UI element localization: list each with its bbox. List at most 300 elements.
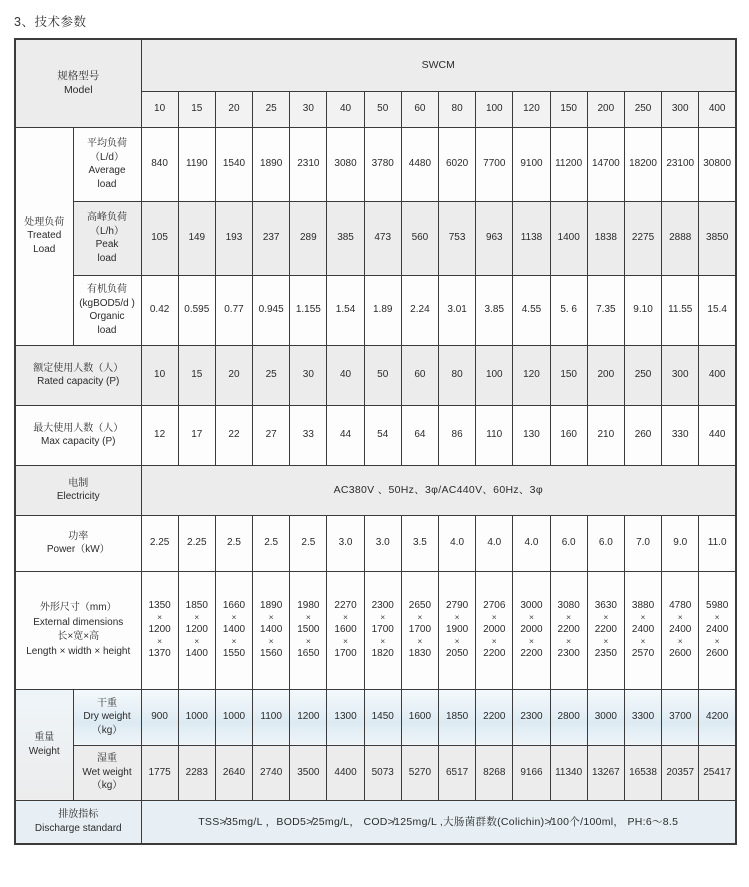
- group-label-line: Treated: [27, 230, 62, 242]
- row-label-line: load: [97, 178, 117, 190]
- value-cell: 12: [141, 405, 178, 465]
- value-cell: 2.24: [401, 275, 438, 345]
- value-cell: 193: [215, 201, 252, 275]
- row-label-cell-dimensions: [15, 571, 141, 689]
- times-symbol: ×: [194, 636, 200, 647]
- times-symbol: ×: [714, 636, 720, 647]
- dimension-value: 2300: [557, 647, 580, 659]
- value-cell: 4.0: [476, 515, 513, 571]
- row-label-cell-max-capacity: [15, 405, 141, 465]
- value-cell: 237: [253, 201, 290, 275]
- dimension-value: 1600: [334, 623, 357, 635]
- value-cell: 18200: [624, 127, 661, 201]
- value-cell: 2283: [178, 745, 215, 800]
- times-symbol: ×: [603, 636, 609, 647]
- value-cell: 1.89: [364, 275, 401, 345]
- model-number-cell: 150: [550, 91, 587, 127]
- table-row-peak-load: [15, 201, 736, 275]
- row-label-line: （kg）: [91, 780, 123, 792]
- dimension-value: 1560: [260, 647, 283, 659]
- value-cell: 130: [513, 405, 550, 465]
- dimension-value: 2000: [483, 623, 506, 635]
- dimension-value: 4780: [669, 599, 692, 611]
- row-label-line: Average: [88, 165, 126, 176]
- value-cell: 1190: [178, 127, 215, 201]
- dimension-value: 1550: [222, 647, 246, 659]
- value-cell: 27: [253, 405, 290, 465]
- model-number-cell: 200: [587, 91, 624, 127]
- value-cell: 1540: [215, 127, 252, 201]
- table-row-discharge: [15, 800, 736, 844]
- times-symbol: ×: [491, 636, 497, 647]
- value-cell: 25417: [699, 745, 736, 800]
- value-cell: 3780: [364, 127, 401, 201]
- dimension-cell: [624, 571, 661, 689]
- value-cell: 1.155: [290, 275, 327, 345]
- value-cell: 3.0: [327, 515, 364, 571]
- table-row-electricity: [15, 465, 736, 515]
- group-label-cell-average-load: [15, 127, 73, 345]
- value-cell: 20: [215, 345, 252, 405]
- dimension-value: 2200: [557, 623, 580, 635]
- row-label-line: Max capacity (P): [41, 436, 116, 447]
- dimension-value: 1700: [334, 647, 357, 659]
- table-row-organic-load: [15, 275, 736, 345]
- row-label-line: （L/d）: [90, 151, 124, 163]
- table-row-rated-capacity: [15, 345, 736, 405]
- value-cell: 40: [327, 345, 364, 405]
- dimension-cell: [327, 571, 364, 689]
- row-label-line: (kgBOD5/d ): [79, 297, 135, 309]
- value-cell: 2310: [290, 127, 327, 201]
- model-number-cell: 50: [364, 91, 401, 127]
- value-cell: 14700: [587, 127, 624, 201]
- dimension-cell: [513, 571, 550, 689]
- row-label-cell-organic-load: [73, 275, 141, 345]
- value-cell: 7.35: [587, 275, 624, 345]
- dimension-value: 2650: [408, 599, 432, 611]
- row-label-cell-average-load: [73, 127, 141, 201]
- dimension-value: 2600: [669, 647, 692, 659]
- dimension-value: 3630: [594, 599, 617, 611]
- value-cell: 11.55: [662, 275, 699, 345]
- group-label-cell-dry-weight: [15, 689, 73, 800]
- value-cell: 9.10: [624, 275, 661, 345]
- value-cell: 1850: [439, 689, 476, 745]
- times-symbol: ×: [268, 636, 274, 647]
- value-cell: 15.4: [699, 275, 736, 345]
- value-cell: 60: [401, 345, 438, 405]
- group-label-line: Weight: [28, 745, 60, 757]
- value-cell: 963: [476, 201, 513, 275]
- dimension-value: 2270: [334, 599, 357, 611]
- dimension-value: 1700: [371, 623, 394, 635]
- dimension-value: 1820: [371, 647, 394, 659]
- row-label-line: Discharge standard: [34, 822, 122, 834]
- value-cell: 9.0: [662, 515, 699, 571]
- value-cell: 840: [141, 127, 178, 201]
- value-cell: 6.0: [550, 515, 587, 571]
- value-cell: 3080: [327, 127, 364, 201]
- model-number-cell: 40: [327, 91, 364, 127]
- row-label-line: Organic: [89, 311, 125, 322]
- times-symbol: ×: [305, 612, 311, 623]
- row-label-cell-wet-weight: [73, 745, 141, 800]
- value-cell: 1000: [178, 689, 215, 745]
- value-cell: 1.54: [327, 275, 364, 345]
- value-cell: 110: [476, 405, 513, 465]
- dimension-value: 1700: [408, 623, 432, 635]
- dimension-cell: [699, 571, 736, 689]
- value-cell: 4.0: [439, 515, 476, 571]
- dimension-value: 2706: [483, 599, 506, 611]
- group-label-line: Load: [33, 243, 56, 255]
- value-cell: 7.0: [624, 515, 661, 571]
- model-number-cell: 20: [215, 91, 252, 127]
- value-cell: 8268: [476, 745, 513, 800]
- times-symbol: ×: [343, 612, 349, 623]
- row-label-line: 长×宽×高: [57, 631, 100, 642]
- value-cell: 400: [699, 345, 736, 405]
- dimension-cell: [215, 571, 252, 689]
- times-symbol: ×: [157, 636, 163, 647]
- times-symbol: ×: [640, 636, 646, 647]
- row-label-line: 功率: [68, 530, 89, 542]
- times-symbol: ×: [417, 612, 423, 623]
- value-cell: 2640: [215, 745, 252, 800]
- dimension-value: 2400: [669, 623, 692, 635]
- row-label-cell-dry-weight: [73, 689, 141, 745]
- value-cell: 4.0: [513, 515, 550, 571]
- value-cell: 23100: [662, 127, 699, 201]
- times-symbol: ×: [640, 612, 646, 623]
- dimension-value: 1660: [222, 599, 246, 611]
- times-symbol: ×: [566, 612, 572, 623]
- value-cell: 4480: [401, 127, 438, 201]
- dimension-value: 2300: [371, 599, 394, 611]
- value-cell: 3000: [587, 689, 624, 745]
- value-cell: 289: [290, 201, 327, 275]
- dimension-value: 1400: [260, 623, 283, 635]
- row-label-line: （kg）: [91, 724, 123, 736]
- brand-cell: SWCM: [141, 39, 736, 91]
- dimension-cell: [253, 571, 290, 689]
- value-cell: 3.01: [439, 275, 476, 345]
- value-cell: 50: [364, 345, 401, 405]
- value-cell: 5270: [401, 745, 438, 800]
- table-row-power: [15, 515, 736, 571]
- dimension-value: 5980: [706, 599, 729, 611]
- dimension-value: 2050: [445, 647, 469, 659]
- dimension-cell: [364, 571, 401, 689]
- value-cell: 100: [476, 345, 513, 405]
- times-symbol: ×: [157, 612, 163, 623]
- row-label-line: 湿重: [97, 753, 117, 765]
- value-cell: 86: [439, 405, 476, 465]
- value-cell: 200: [587, 345, 624, 405]
- value-cell: 753: [439, 201, 476, 275]
- value-cell: 440: [699, 405, 736, 465]
- times-symbol: ×: [454, 612, 460, 623]
- row-label-cell-power: [15, 515, 141, 571]
- row-label-line: External dimensions: [33, 616, 124, 628]
- value-cell: 1000: [215, 689, 252, 745]
- value-cell: 330: [662, 405, 699, 465]
- value-cell: 260: [624, 405, 661, 465]
- dimension-value: 3880: [631, 599, 655, 611]
- dimension-value: 1980: [297, 599, 320, 611]
- dimension-value: 1400: [222, 623, 246, 635]
- dimension-value: 1850: [185, 599, 208, 611]
- value-cell: 4400: [327, 745, 364, 800]
- dimension-value: 1350: [148, 599, 171, 611]
- dimension-cell: [662, 571, 699, 689]
- row-label-line: Power（kW）: [46, 544, 110, 555]
- dimension-value: 1900: [445, 623, 469, 635]
- value-cell: 5073: [364, 745, 401, 800]
- value-cell: 3.5: [401, 515, 438, 571]
- table-header: [15, 39, 736, 127]
- value-cell: 13267: [587, 745, 624, 800]
- value-cell: 1300: [327, 689, 364, 745]
- dimension-cell: [178, 571, 215, 689]
- value-cell: 160: [550, 405, 587, 465]
- row-value-span-discharge: TSS≯35mg/L ，BOD5≯25mg/L， COD≯125mg/L ,大肠菌群数(Colichin)≯100个/100ml， PH:6～8.5: [141, 800, 736, 844]
- value-cell: 2.25: [141, 515, 178, 571]
- value-cell: 2300: [513, 689, 550, 745]
- dimension-cell: [587, 571, 624, 689]
- value-cell: 1400: [550, 201, 587, 275]
- value-cell: 149: [178, 201, 215, 275]
- row-value-span-electricity: AC380V 、50Hz、3φ/AC440V、60Hz、3φ: [141, 465, 736, 515]
- value-cell: 25: [253, 345, 290, 405]
- value-cell: 3850: [699, 201, 736, 275]
- times-symbol: ×: [677, 636, 683, 647]
- times-symbol: ×: [268, 612, 274, 623]
- value-cell: 2.5: [215, 515, 252, 571]
- value-cell: 150: [550, 345, 587, 405]
- value-cell: 0.945: [253, 275, 290, 345]
- dimension-value: 1500: [297, 623, 320, 635]
- row-label-line: （L/h）: [90, 225, 124, 237]
- value-cell: 2200: [476, 689, 513, 745]
- dimension-value: 2400: [631, 623, 655, 635]
- dimension-cell: [550, 571, 587, 689]
- model-number-cell: 300: [662, 91, 699, 127]
- value-cell: 15: [178, 345, 215, 405]
- value-cell: 30800: [699, 127, 736, 201]
- model-number-cell: 30: [290, 91, 327, 127]
- dimension-value: 3000: [520, 599, 543, 611]
- value-cell: 1600: [401, 689, 438, 745]
- row-label-line: Wet weight: [82, 766, 132, 778]
- row-label-line: load: [97, 252, 117, 264]
- times-symbol: ×: [380, 612, 386, 623]
- dimension-value: 2350: [594, 647, 617, 659]
- dimension-value: 2200: [594, 623, 617, 635]
- value-cell: 2.5: [290, 515, 327, 571]
- dimension-cell: [290, 571, 327, 689]
- table-row-dimensions: [15, 571, 736, 689]
- table-row-max-capacity: [15, 405, 736, 465]
- value-cell: 1838: [587, 201, 624, 275]
- times-symbol: ×: [231, 612, 237, 623]
- value-cell: 7700: [476, 127, 513, 201]
- dimension-value: 2000: [520, 623, 543, 635]
- value-cell: 2.5: [253, 515, 290, 571]
- row-label-line: Rated capacity (P): [37, 376, 120, 387]
- row-label-line: load: [97, 324, 117, 336]
- dimension-value: 2600: [706, 647, 729, 659]
- value-cell: 3.0: [364, 515, 401, 571]
- model-number-cell: 400: [699, 91, 736, 127]
- row-label-line: 干重: [97, 697, 117, 709]
- value-cell: 2.25: [178, 515, 215, 571]
- row-label-line: 高峰负荷: [87, 212, 127, 223]
- dimension-value: 2200: [520, 647, 543, 659]
- table-row-average-load: [15, 127, 736, 201]
- value-cell: 120: [513, 345, 550, 405]
- value-cell: 1200: [290, 689, 327, 745]
- row-label-line: 外形尺寸（mm）: [39, 602, 117, 613]
- row-label-line: 排放指标: [58, 809, 99, 821]
- value-cell: 11200: [550, 127, 587, 201]
- times-symbol: ×: [528, 612, 534, 623]
- value-cell: 80: [439, 345, 476, 405]
- model-number-cell: 25: [253, 91, 290, 127]
- value-cell: 54: [364, 405, 401, 465]
- value-cell: 4200: [699, 689, 736, 745]
- group-label-line: 处理负荷: [24, 216, 65, 228]
- value-cell: 1100: [253, 689, 290, 745]
- row-label-line: Peak: [95, 239, 119, 250]
- value-cell: 3500: [290, 745, 327, 800]
- value-cell: 4.55: [513, 275, 550, 345]
- table-row-wet-weight: [15, 745, 736, 800]
- value-cell: 64: [401, 405, 438, 465]
- dimension-value: 1200: [148, 623, 171, 635]
- value-cell: 2888: [662, 201, 699, 275]
- times-symbol: ×: [491, 612, 497, 623]
- row-label-line: Dry weight: [83, 711, 131, 723]
- dimension-cell: [401, 571, 438, 689]
- value-cell: 0.42: [141, 275, 178, 345]
- times-symbol: ×: [380, 636, 386, 647]
- group-label-line: 重量: [34, 732, 55, 743]
- times-symbol: ×: [343, 636, 349, 647]
- table-row-dry-weight: [15, 689, 736, 745]
- times-symbol: ×: [714, 612, 720, 623]
- dimension-value: 3080: [557, 599, 580, 611]
- times-symbol: ×: [231, 636, 237, 647]
- value-cell: 2275: [624, 201, 661, 275]
- times-symbol: ×: [677, 612, 683, 623]
- row-label-line: 最大使用人数（人）: [33, 422, 124, 434]
- row-label-line: Length × width × height: [26, 645, 131, 657]
- value-cell: 6517: [439, 745, 476, 800]
- value-cell: 11340: [550, 745, 587, 800]
- value-cell: 2800: [550, 689, 587, 745]
- value-cell: 1450: [364, 689, 401, 745]
- value-cell: 17: [178, 405, 215, 465]
- row-label-line: 平均负荷: [87, 138, 127, 149]
- value-cell: 0.595: [178, 275, 215, 345]
- value-cell: 105: [141, 201, 178, 275]
- value-cell: 11.0: [699, 515, 736, 571]
- value-cell: 3300: [624, 689, 661, 745]
- value-cell: 10: [141, 345, 178, 405]
- value-cell: 6020: [439, 127, 476, 201]
- value-cell: 5. 6: [550, 275, 587, 345]
- value-cell: 1890: [253, 127, 290, 201]
- model-number-cell: 10: [141, 91, 178, 127]
- value-cell: 385: [327, 201, 364, 275]
- times-symbol: ×: [454, 636, 460, 647]
- dimension-value: 2790: [445, 599, 469, 611]
- dimension-value: 1200: [185, 623, 208, 635]
- row-label-line: 电制: [68, 477, 89, 489]
- page-title: 3、技术参数: [14, 15, 87, 29]
- value-cell: 30: [290, 345, 327, 405]
- times-symbol: ×: [528, 636, 534, 647]
- value-cell: 3700: [662, 689, 699, 745]
- value-cell: 6.0: [587, 515, 624, 571]
- value-cell: 250: [624, 345, 661, 405]
- row-label-cell-discharge: [15, 800, 141, 844]
- model-number-cell: 120: [513, 91, 550, 127]
- model-number-cell: 100: [476, 91, 513, 127]
- value-cell: 2740: [253, 745, 290, 800]
- model-header-cell: [15, 39, 141, 127]
- value-cell: 33: [290, 405, 327, 465]
- value-cell: 16538: [624, 745, 661, 800]
- value-cell: 300: [662, 345, 699, 405]
- dimension-value: 1890: [260, 599, 283, 611]
- model-header-en: Model: [63, 84, 93, 97]
- value-cell: 3.85: [476, 275, 513, 345]
- row-label-line: Electricity: [56, 491, 100, 502]
- model-number-cell: 60: [401, 91, 438, 127]
- dimension-cell: [476, 571, 513, 689]
- value-cell: 44: [327, 405, 364, 465]
- dimension-value: 2400: [706, 623, 729, 635]
- dimension-value: 1830: [408, 647, 432, 659]
- value-cell: 1775: [141, 745, 178, 800]
- value-cell: 473: [364, 201, 401, 275]
- model-number-cell: 15: [178, 91, 215, 127]
- dimension-value: 1650: [297, 647, 320, 659]
- value-cell: 0.77: [215, 275, 252, 345]
- table-body: [15, 127, 736, 844]
- header-row-brand: [15, 39, 736, 91]
- value-cell: 22: [215, 405, 252, 465]
- times-symbol: ×: [603, 612, 609, 623]
- dimension-value: 1370: [148, 647, 171, 659]
- model-header-zh: 规格型号: [57, 70, 100, 83]
- value-cell: 9166: [513, 745, 550, 800]
- row-label-line: 有机负荷: [87, 284, 127, 295]
- value-cell: 210: [587, 405, 624, 465]
- value-cell: 20357: [662, 745, 699, 800]
- row-label-cell-rated-capacity: [15, 345, 141, 405]
- times-symbol: ×: [417, 636, 423, 647]
- dimension-cell: [141, 571, 178, 689]
- model-number-cell: 80: [439, 91, 476, 127]
- value-cell: 1138: [513, 201, 550, 275]
- spec-table: [14, 38, 737, 845]
- times-symbol: ×: [194, 612, 200, 623]
- dimension-value: 2570: [631, 647, 655, 659]
